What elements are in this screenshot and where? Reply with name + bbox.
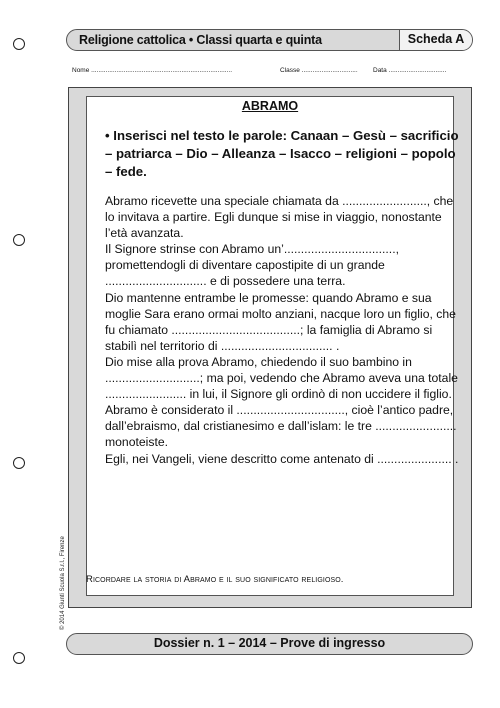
copyright-notice: © 2014 Giunti Scuola S.r.l., Firenze — [60, 536, 66, 630]
exercise-content — [86, 96, 459, 596]
exercise-panel — [68, 87, 472, 608]
subject-title: Religione cattolica • Classi quarta e quinta — [79, 33, 322, 47]
paragraph: Dio mise alla prova Abramo, chiedendo il suo bambino in ............................; ma poi, vedendo che Abramo aveva una totale ........................ in lui, il Signore gli ordinò di non uccidere il figlio. — [105, 354, 458, 402]
binder-hole-1 — [13, 38, 25, 50]
sheet-label: Scheda A — [399, 30, 472, 50]
exercise-footnote: Ricordare la storia di Abramo e il suo significato religioso. — [86, 574, 344, 585]
date-field[interactable]: Data ................................ — [373, 67, 447, 74]
paragraph: Abramo è considerato il ................................, cioè l’antico padre, dall’ebraismo, dal cristianesimo e dall’islam: le tre ........................ monoteiste. — [105, 403, 457, 450]
exercise-text — [105, 193, 462, 467]
paragraph: Il Signore strinse con Abramo un’................................., promettendogli di diventare capostipite di un grande .............................. e di possedere una terra. — [105, 242, 399, 289]
panel-border-top — [69, 88, 471, 96]
name-field[interactable]: Nome .............................................................................. — [72, 67, 233, 74]
paragraph: Egli, nei Vangeli, viene descritto come antenato di ...................... . — [105, 451, 459, 466]
binder-hole-4 — [13, 652, 25, 664]
paragraph: Abramo ricevette una speciale chiamata da ........................., che lo invitava a partire. Egli dunque si mise in viaggio, nonostante l’età avanzata. — [105, 194, 454, 241]
binder-hole-3 — [13, 457, 25, 469]
header-bar — [66, 29, 473, 51]
class-field[interactable]: Classe ............................... — [280, 67, 358, 74]
paragraph: Dio mantenne entrambe le promesse: quando Abramo e sua moglie Sara erano ormai molto anziani, nacque loro un figlio, che fu chiamato ......................................; la famiglia di Abramo si stabilì nel territorio di ................................. . — [105, 290, 456, 353]
footer-bar: Dossier n. 1 – 2014 – Prove di ingresso — [66, 633, 473, 655]
panel-border-left — [69, 88, 86, 607]
exercise-title: ABRAMO — [241, 99, 299, 113]
panel-border-bottom — [69, 596, 471, 607]
exercise-instruction: • Inserisci nel testo le parole: Canaan – Gesù – sacrificio – patriarca – Dio – Alleanza – Isacco – religioni – popolo – fede. — [105, 128, 459, 179]
binder-hole-2 — [13, 234, 25, 246]
